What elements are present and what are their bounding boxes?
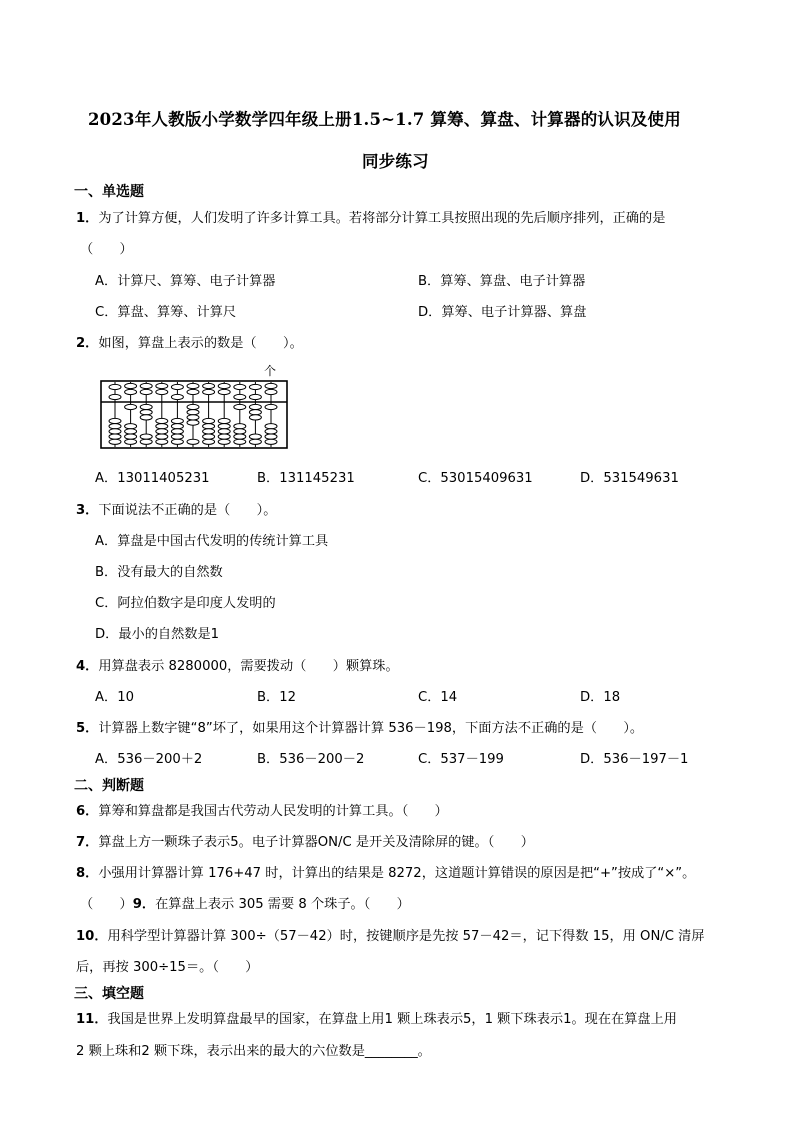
question-1 [76,207,665,226]
option-b: B．算筹、算盘、电子计算器 [418,274,586,289]
abacus-bead [109,429,121,434]
abacus-bead [187,415,199,420]
abacus-bead [109,439,121,444]
question-11-continued: 2 颗上珠和2 颗下珠，表示出来的最大的六位数是________。 [76,1044,431,1059]
abacus-bead [156,383,168,388]
abacus-bead [249,384,261,389]
abacus-bead [171,394,183,399]
abacus-figure [100,380,290,450]
option-c: C．阿拉伯数字是印度人发明的 [95,596,276,611]
question-text: 在算盘上表示 305 需要 8 个珠子。（ ） [155,897,410,912]
question-text: 算筹和算盘都是我国古代劳动人民发明的计算工具。（ ） [98,804,448,819]
abacus-bead [125,383,137,388]
question-number: 2． [76,336,99,351]
section-heading-single-choice: 一、单选题 [74,184,144,200]
question-9 [80,893,410,912]
abacus-bead [140,439,152,444]
option-d: D．18 [580,690,621,705]
abacus-bead [234,429,246,434]
option-b: B．131145231 [257,471,355,486]
abacus-bead [265,424,277,429]
abacus-bead [187,439,199,444]
option-a: A．算盘是中国古代发明的传统计算工具 [95,534,329,549]
abacus-bead [156,418,168,423]
option-d: D．531549631 [580,471,679,486]
abacus-bead [171,424,183,429]
question-text: 算盘上方一颗珠子表示5。电子计算器ON/C 是开关及清除屏的键。（ ） [98,835,534,850]
abacus-bead [234,394,246,399]
abacus-bead [234,439,246,444]
abacus-bead [109,418,121,423]
abacus-bead [218,434,230,439]
abacus-bead [171,384,183,389]
abacus-bead [156,434,168,439]
question-number: 6． [76,804,99,819]
option-a: A．536－200＋2 [95,752,203,767]
abacus-bead [109,394,121,399]
option-d: D．最小的自然数是1 [95,627,220,642]
option-b: B．没有最大的自然数 [95,565,223,580]
abacus-bead [234,404,246,409]
abacus-bead [187,420,199,425]
abacus-bead [125,389,137,394]
abacus-bead [234,424,246,429]
option-b: B．536－200－2 [257,752,365,767]
question-number: 4． [76,659,99,674]
section-heading-fill-blank: 三、填空题 [74,986,144,1002]
abacus-bead [125,404,137,409]
abacus-bead [171,439,183,444]
abacus-bead [265,383,277,388]
abacus-bead [125,439,137,444]
abacus-bead [109,434,121,439]
question-6 [76,800,448,819]
abacus-bead [249,415,261,420]
abacus-bead [140,410,152,415]
question-text: 小强用计算器计算 176+47 时，计算出的结果是 8272，这道题计算错误的原因是把“+”按成了“×”。 [98,866,696,881]
abacus-bead [187,383,199,388]
question-5 [76,717,643,736]
question-11 [76,1008,677,1027]
abacus-bead [203,418,215,423]
abacus-units-label: 个 [264,364,277,378]
question-4 [76,655,399,674]
abacus-bead [109,424,121,429]
abacus-bead [218,424,230,429]
abacus-bead [249,410,261,415]
abacus-bead [265,434,277,439]
abacus-bead [187,404,199,409]
abacus-bead [125,429,137,434]
question-10 [76,925,705,944]
option-c: C．算盘、算筹、计算尺 [95,305,237,320]
abacus-bead [140,404,152,409]
question-text: 为了计算方便，人们发明了许多计算工具。若将部分计算工具按照出现的先后顺序排列，正确的是 [98,211,666,226]
abacus-bead [265,439,277,444]
abacus-bead [156,439,168,444]
abacus-bead [140,415,152,420]
abacus-bead [218,389,230,394]
abacus-bead [203,383,215,388]
question-number: 9． [132,897,156,912]
abacus-bead [109,384,121,389]
abacus-bead [203,429,215,434]
question-text: 我国是世界上发明算盘最早的国家，在算盘上用1 颗上珠表示5，1 颗下珠表示1。现在在算盘上用 [107,1012,677,1027]
abacus-bead [218,418,230,423]
abacus-bead [171,434,183,439]
option-a: A．计算尺、算筹、电子计算器 [95,274,276,289]
abacus-bead [249,394,261,399]
abacus-bead [203,389,215,394]
abacus-bead [265,389,277,394]
abacus-bead [187,389,199,394]
question-text: 用科学型计算器计算 300÷（57－42）时，按键顺序是先按 57－42＝，记下得数 15，用 ON/C 清屏 [107,929,705,944]
question-text: 下面说法不正确的是（ ）。 [98,503,277,518]
abacus-bead [203,424,215,429]
abacus-bead [125,424,137,429]
abacus-bead [125,434,137,439]
option-c: C．53015409631 [418,471,533,486]
option-a: A．10 [95,690,134,705]
abacus-bead [249,439,261,444]
abacus-bead [203,439,215,444]
option-c: C．14 [418,690,458,705]
question-1-answer-blank: （ ） [80,242,133,257]
question-10-continued: 后，再按 300÷15＝。（ ） [76,960,259,975]
abacus-bead [156,429,168,434]
abacus-bead [234,384,246,389]
question-number: 8． [76,866,99,881]
abacus-bead [218,429,230,434]
question-8 [76,862,695,881]
abacus-bead [171,418,183,423]
question-number: 7． [76,835,99,850]
question-7 [76,831,534,850]
question-number: 5． [76,721,99,736]
question-number: 10． [76,929,108,944]
question-text: 用算盘表示 8280000，需要拨动（ ）颗算珠。 [98,659,399,674]
option-d: D．算筹、电子计算器、算盘 [418,305,587,320]
question-text: 如图，算盘上表示的数是（ ）。 [98,336,303,351]
abacus-bead [171,429,183,434]
question-number: 11． [76,1012,108,1027]
question-3 [76,499,276,518]
abacus-bead [156,389,168,394]
abacus-bead [218,439,230,444]
page-subtitle: 同步练习 [362,152,429,171]
question-8-answer-blank: （ ） [80,897,133,912]
abacus-bead [156,424,168,429]
option-d: D．536－197－1 [580,752,689,767]
abacus-bead [265,429,277,434]
section-heading-true-false: 二、判断题 [74,778,144,794]
abacus-bead [234,434,246,439]
abacus-bead [265,404,277,409]
abacus-bead [203,434,215,439]
abacus-bead [218,383,230,388]
option-b: B．12 [257,690,297,705]
abacus-bead [140,434,152,439]
question-2 [76,332,303,351]
question-number: 3． [76,503,99,518]
abacus-bead [187,410,199,415]
page-title: 2023年人教版小学数学四年级上册1.5~1.7 算筹、算盘、计算器的认识及使用 [88,110,681,129]
option-a: A．13011405231 [95,471,210,486]
abacus-bead [249,404,261,409]
option-c: C．537－199 [418,752,504,767]
question-number: 1． [76,211,99,226]
abacus-bead [249,434,261,439]
abacus-bead [140,389,152,394]
question-text: 计算器上数字键“8”坏了，如果用这个计算器计算 536－198，下面方法不正确的是（ ）。 [98,721,644,736]
abacus-bead [140,383,152,388]
